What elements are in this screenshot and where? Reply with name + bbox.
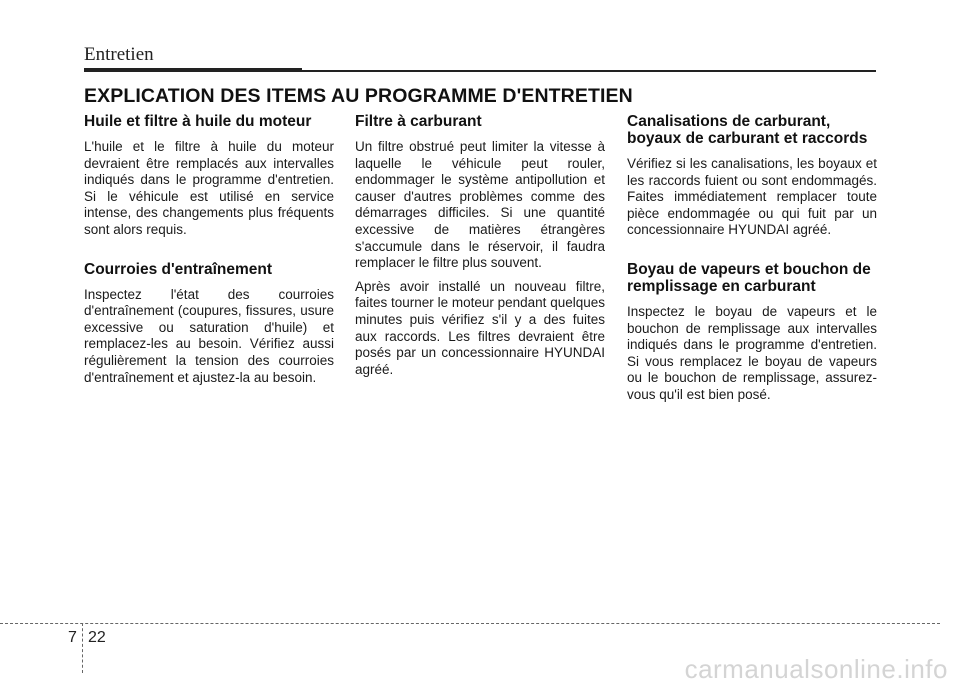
header-rule-thick bbox=[84, 68, 302, 72]
heading-fuel-filter: Filtre à carburant bbox=[355, 113, 482, 130]
section-title: EXPLICATION DES ITEMS AU PROGRAMME D'ENTRETIEN bbox=[84, 85, 633, 107]
watermark: carmanualsonline.info bbox=[684, 654, 948, 684]
paragraph-drive-belts: Inspectez l'état des courroies d'entraînement (coupures, fissures, usure excessive ou saturation d'huile) et remplacez-les au besoin. Vérifiez aussi régulièrement la tension des courroies d'entraînement et ajustez-la au besoin. bbox=[84, 286, 334, 385]
column-2 bbox=[355, 113, 605, 385]
footer-dashed-line bbox=[0, 623, 940, 624]
heading-oil-filter: Huile et filtre à huile du moteur bbox=[84, 113, 312, 130]
heading-fuel-lines: Canalisations de carburant, boyaux de carburant et raccords bbox=[627, 113, 868, 147]
chapter-title: Entretien bbox=[84, 44, 154, 65]
page-number: 22 bbox=[88, 629, 106, 646]
header-rule bbox=[84, 68, 876, 72]
page-chapter-number: 7 bbox=[68, 629, 77, 646]
paragraph-fuel-filter-2: Après avoir installé un nouveau filtre, faites tourner le moteur pendant quelques minutes puis vérifiez s'il y a des fuites aux raccords. Les filtres devraient être posés par un concessionnaire HYUNDAI agréé. bbox=[355, 278, 605, 377]
footer-dashed-divider bbox=[82, 623, 83, 673]
paragraph-fuel-filter-1: Un filtre obstrué peut limiter la vitesse à laquelle le véhicule peut rouler, endommager le système antipollution et causer d'autres problèmes comme des démarrages difficiles. Si une quantité excessive de matières étrangères s'accumule dans le réservoir, il faudra remplacer le filtre plus souvent. bbox=[355, 139, 605, 271]
heading-drive-belts: Courroies d'entraînement bbox=[84, 260, 272, 278]
paragraph-vapor-hose: Inspectez le boyau de vapeurs et le bouchon de remplissage aux intervalles indiqués dans le programme d'entretien. Si vous remplacez le boyau de vapeurs ou le bouchon de remplissage, assurez-vous qu'il est bien posé. bbox=[627, 303, 877, 402]
paragraph-oil-filter: L'huile et le filtre à huile du moteur devraient être remplacés aux intervalles indiqués dans le programme d'entretien. Si le véhicule est utilisé en service intense, des changements plus fréquents sont alors requis. bbox=[84, 139, 334, 237]
column-3 bbox=[627, 113, 877, 411]
header-rule-thin bbox=[302, 70, 876, 72]
paragraph-fuel-lines: Vérifiez si les canalisations, les boyaux et les raccords fuient ou sont endommagés. Faites immédiatement remplacer toute pièce endommagée ou qui fuit par un concessionnaire HYUNDAI agréé. bbox=[627, 156, 877, 238]
heading-vapor-hose: Boyau de vapeurs et bouchon de remplissage en carburant bbox=[627, 260, 871, 295]
column-1 bbox=[84, 113, 334, 393]
